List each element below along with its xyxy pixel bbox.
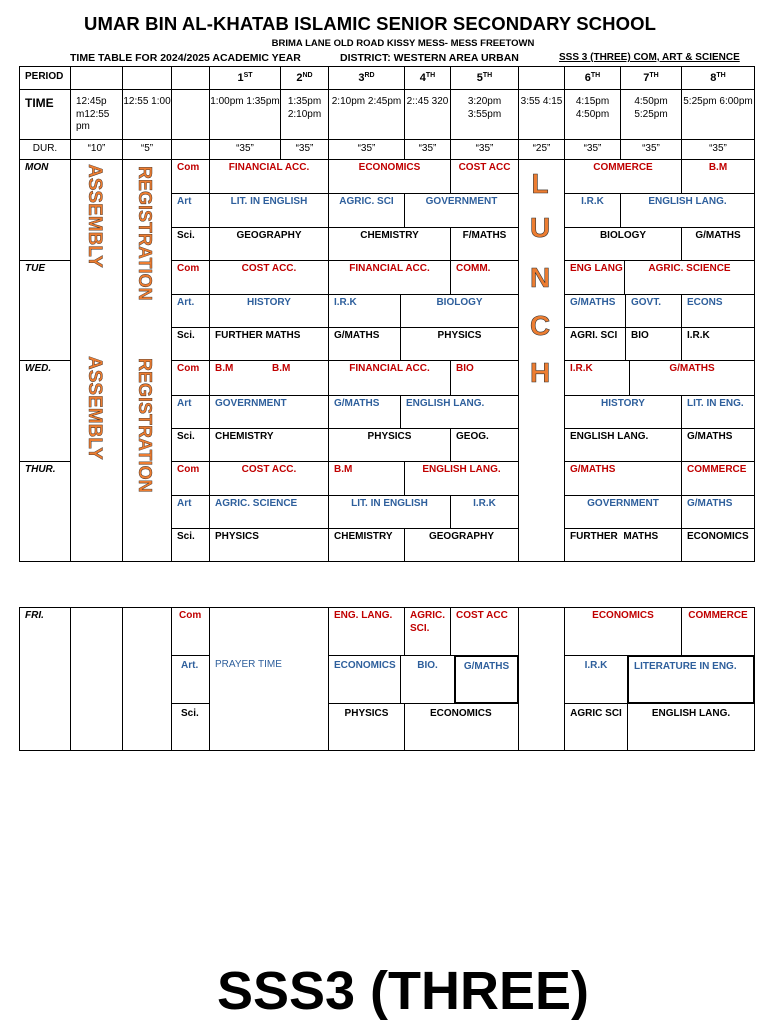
timetable-year: TIME TABLE FOR 2024/2025 ACADEMIC YEAR	[70, 52, 301, 64]
mon-com-2: ECONOMICS	[328, 159, 451, 194]
fri-stream-sci: Sci.	[171, 703, 210, 751]
period-blank-lunch	[518, 66, 565, 90]
tue-art-6: ECONS	[681, 294, 755, 328]
time-p1: 1:00pm 1:35pm	[209, 89, 281, 140]
period-blank-stream	[171, 66, 210, 90]
thu-sci-4: FURTHER MATHS	[564, 528, 682, 562]
tue-stream-art: Art.	[171, 294, 210, 328]
wed-stream-art: Art	[171, 395, 210, 429]
lunch-letter-c: C	[530, 310, 551, 341]
thu-com-2: B.M	[328, 461, 405, 496]
thu-art-4: GOVERNMENT	[564, 495, 682, 529]
dur-p6: “35”	[564, 139, 621, 160]
tue-com-1: COST ACC.	[209, 260, 329, 295]
mon-art-3: GOVERNMENT	[404, 193, 519, 228]
dur-p8: “35”	[681, 139, 755, 160]
time-p7: 4:50pm 5:25pm	[620, 89, 682, 140]
dur-p7: “35”	[620, 139, 682, 160]
day-fri: FRI.	[19, 607, 71, 751]
wed-art-4: HISTORY	[564, 395, 682, 429]
lunch-letter-u: U	[530, 212, 551, 243]
thu-com-1: COST ACC.	[209, 461, 329, 496]
fri-sci-2: ECONOMICS	[404, 703, 519, 751]
thu-sci-1: PHYSICS	[209, 528, 329, 562]
thu-sci-3: GEOGRAPHY	[404, 528, 519, 562]
fri-art-5: LITERATURE IN ENG.	[627, 655, 755, 704]
wed-sci-4: ENGLISH LANG.	[564, 428, 682, 462]
mon-com-5: B.M	[681, 159, 755, 194]
wed-com-3: FINANCIAL ACC.	[328, 360, 451, 396]
dur-p5: “35”	[450, 139, 519, 160]
wed-com-6: G/MATHS	[629, 360, 755, 396]
wed-sci-2: PHYSICS	[328, 428, 451, 462]
wed-sci-1: CHEMISTRY	[209, 428, 329, 462]
tue-sci-2: G/MATHS	[328, 327, 401, 361]
period-blank-registration	[122, 66, 172, 90]
tue-art-2: I.R.K	[328, 294, 401, 328]
time-p4: 2::45 320	[404, 89, 451, 140]
school-address: BRIMA LANE OLD ROAD KISSY MESS- MESS FREETOWN	[271, 38, 535, 49]
period-6: 6 $^{TH}$	[564, 66, 621, 90]
day-thu: THUR.	[19, 461, 71, 562]
assembly-text-2: ASSEMBLY	[84, 356, 105, 460]
dur-p1: “35”	[209, 139, 281, 160]
wed-stream-sci: Sci.	[171, 428, 210, 462]
lunch-letter-h: H	[530, 357, 551, 388]
tue-art-5: GOVT.	[625, 294, 682, 328]
thu-stream-art: Art	[171, 495, 210, 529]
period-7: 7 $^{TH}$	[620, 66, 682, 90]
fri-com-5: COMMERCE	[681, 607, 755, 656]
dur-p3: “35”	[328, 139, 405, 160]
fri-com-1: ENG. LANG.	[328, 607, 405, 656]
tue-art-1: HISTORY	[209, 294, 329, 328]
tue-art-3: BIOLOGY	[400, 294, 519, 328]
fri-prayer-time: PRAYER TIME	[209, 607, 329, 751]
period-4: 4 $^{TH}$	[404, 66, 451, 90]
school-title: UMAR BIN AL-KHATAB ISLAMIC SENIOR SECONDARY SCHOOL	[84, 13, 656, 34]
time-label: TIME	[19, 89, 71, 140]
thu-sci-5: ECONOMICS	[681, 528, 755, 562]
fri-com-4: ECONOMICS	[564, 607, 682, 656]
dur-label: DUR.	[19, 139, 71, 160]
wed-com-1: B.M	[215, 363, 234, 374]
wed-art-5: LIT. IN ENG.	[681, 395, 755, 429]
time-p5: 3:20pm 3:55pm	[450, 89, 519, 140]
dur-p2: “35”	[280, 139, 329, 160]
period-2: 2 $^{ND}$	[280, 66, 329, 90]
dur-blank-stream	[171, 139, 210, 160]
wed-art-3: ENGLISH LANG.	[400, 395, 519, 429]
day-tue: TUE	[19, 260, 71, 361]
fri-blank-assembly	[70, 607, 123, 751]
fri-stream-com: Com	[171, 607, 210, 656]
time-registration: 12:55 1:00	[122, 89, 172, 140]
wed-art-1: GOVERNMENT	[209, 395, 329, 429]
mon-sci-3: F/MATHS	[450, 227, 519, 261]
tue-sci-4: AGRI. SCI	[564, 327, 626, 361]
thu-stream-com: Com	[171, 461, 210, 496]
fri-sci-3: AGRIC SCI	[564, 703, 628, 751]
fri-com-3: COST ACC	[450, 607, 519, 656]
fri-sci-1: PHYSICS	[328, 703, 405, 751]
fri-blank-registration	[122, 607, 172, 751]
mon-art-2: AGRIC. SCI	[328, 193, 405, 228]
class-big-title: SSS3 (THREE)	[216, 961, 590, 1021]
mon-stream-art: Art	[171, 193, 210, 228]
period-8: 8 $^{TH}$	[681, 66, 755, 90]
dur-assembly: “10”	[70, 139, 123, 160]
thu-art-3: I.R.K	[450, 495, 519, 529]
tue-art-4: G/MATHS	[564, 294, 626, 328]
period-1: 1 $^{ST}$	[209, 66, 281, 90]
fri-com-2: AGRIC. SCI.	[404, 607, 451, 656]
time-blank-stream	[171, 89, 210, 140]
mon-art-4: I.R.K	[564, 193, 621, 228]
thu-com-4: G/MATHS	[564, 461, 682, 496]
wed-art-2: G/MATHS	[328, 395, 401, 429]
fri-sci-4: ENGLISH LANG.	[627, 703, 755, 751]
time-p8: 5:25pm 6:00pm	[681, 89, 755, 140]
wed-com-5: I.R.K	[564, 360, 630, 396]
tue-com-5: AGRIC. SCIENCE	[624, 260, 755, 295]
lunch-letter-n: N	[530, 262, 551, 293]
thu-art-1: AGRIC. SCIENCE	[209, 495, 329, 529]
fri-stream-art: Art.	[171, 655, 210, 704]
time-p6: 4:15pm 4:50pm	[564, 89, 621, 140]
mon-sci-5: G/MATHS	[681, 227, 755, 261]
district: DISTRICT: WESTERN AREA URBAN	[340, 52, 519, 64]
fri-art-3: G/MATHS	[454, 655, 519, 704]
registration-text-2: REGISTRATION	[135, 358, 155, 493]
wed-com-cell-1	[209, 360, 329, 396]
period-5: 5 $^{TH}$	[450, 66, 519, 90]
wed-com-4: BIO	[450, 360, 519, 396]
time-assembly: 12:45p m12:55 pm	[70, 89, 123, 140]
dur-p4: “35”	[404, 139, 451, 160]
time-p3: 2:10pm 2:45pm	[328, 89, 405, 140]
time-p2: 1:35pm 2:10pm	[280, 89, 329, 140]
registration-text-1: REGISTRATION	[135, 166, 155, 301]
day-wed: WED.	[19, 360, 71, 462]
mon-sci-4: BIOLOGY	[564, 227, 682, 261]
thu-com-5: COMMERCE	[681, 461, 755, 496]
mon-com-3: COST ACC	[450, 159, 519, 194]
tue-stream-sci: Sci.	[171, 327, 210, 361]
day-mon: MON	[19, 159, 71, 261]
fri-art-2: BIO.	[400, 655, 455, 704]
wed-stream-com: Com	[171, 360, 210, 396]
mon-art-5: ENGLISH LANG.	[620, 193, 755, 228]
assembly-text-1: ASSEMBLY	[84, 164, 105, 268]
mon-sci-2: CHEMISTRY	[328, 227, 451, 261]
dur-lunch: “25”	[518, 139, 565, 160]
mon-com-4: COMMERCE	[564, 159, 682, 194]
wed-sci-3: GEOG.	[450, 428, 519, 462]
dur-registration: “5”	[122, 139, 172, 160]
thu-sci-2: CHEMISTRY	[328, 528, 405, 562]
time-lunch: 3:55 4:15	[518, 89, 565, 140]
tue-sci-5: BIO	[625, 327, 682, 361]
wed-com-2: B.M	[272, 363, 291, 374]
fri-art-4: I.R.K	[564, 655, 628, 704]
fri-art-1: ECONOMICS	[328, 655, 401, 704]
tue-sci-3: PHYSICS	[400, 327, 519, 361]
tue-stream-com: Com	[171, 260, 210, 295]
wed-sci-5: G/MATHS	[681, 428, 755, 462]
thu-stream-sci: Sci.	[171, 528, 210, 562]
period-blank-assembly	[70, 66, 123, 90]
mon-stream-sci: Sci.	[171, 227, 210, 261]
class-label: SSS 3 (THREE) COM, ART & SCIENCE	[559, 52, 740, 63]
mon-stream-com: Com	[171, 159, 210, 194]
thu-art-2: LIT. IN ENGLISH	[328, 495, 451, 529]
tue-com-2: FINANCIAL ACC.	[328, 260, 451, 295]
tue-com-4: ENG LANG	[564, 260, 625, 295]
tue-sci-6: I.R.K	[681, 327, 755, 361]
tue-sci-1: FURTHER MATHS	[209, 327, 329, 361]
thu-art-5: G/MATHS	[681, 495, 755, 529]
mon-sci-1: GEOGRAPHY	[209, 227, 329, 261]
thu-com-3: ENGLISH LANG.	[404, 461, 519, 496]
period-3: 3 $^{RD}$	[328, 66, 405, 90]
fri-blank-lunch	[518, 607, 565, 751]
tue-com-3: COMM.	[450, 260, 519, 295]
period-label: PERIOD	[19, 66, 71, 90]
mon-art-1: LIT. IN ENGLISH	[209, 193, 329, 228]
mon-com-1: FINANCIAL ACC.	[209, 159, 329, 194]
lunch-letter-l: L	[531, 168, 549, 199]
